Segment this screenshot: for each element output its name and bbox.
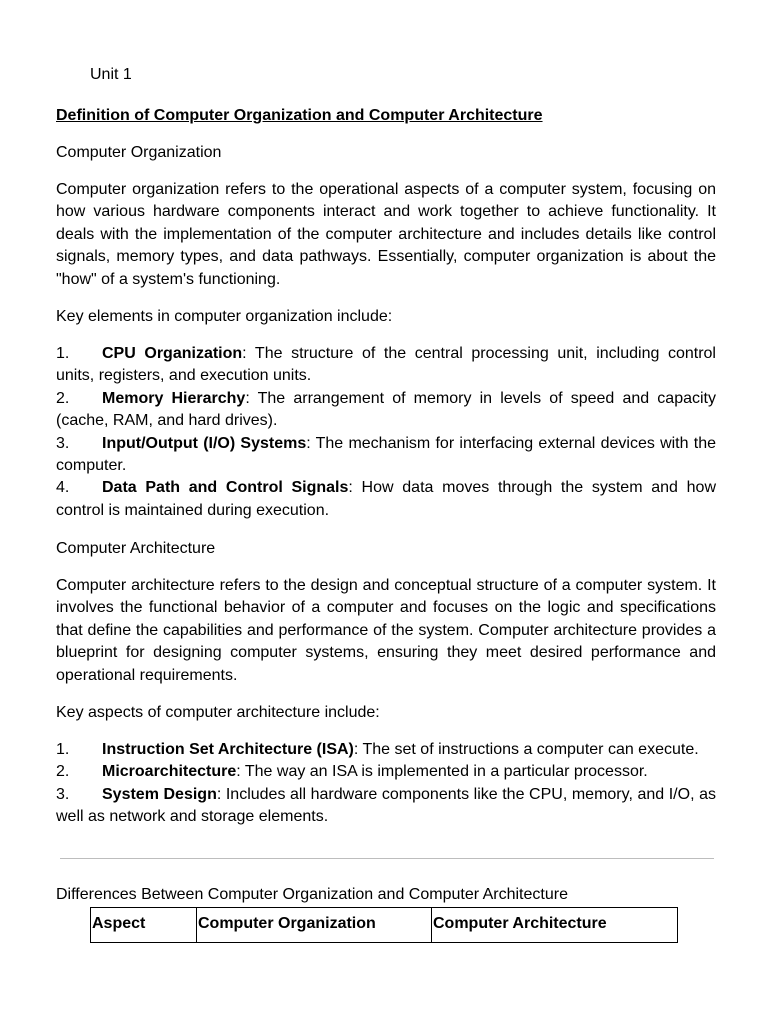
horizontal-divider [60,858,714,859]
list-item [56,433,716,478]
list-term: Input/Output (I/O) Systems [102,434,307,452]
list-item [56,761,716,783]
list-description: : The mechanism for interfacing external devices with the computer. [56,434,717,475]
table-header-aspect: Aspect [91,908,197,943]
differences-table [90,907,678,943]
list-term: System Design [102,785,217,803]
arch-key-intro: Key aspects of computer architecture include: [56,704,380,721]
list-description: : The arrangement of memory in levels of speed and capacity (cache, RAM, and hard drives). [56,389,716,430]
list-term: Instruction Set Architecture (ISA) [102,741,354,758]
org-heading: Computer Organization [56,144,222,161]
list-term: Memory Hierarchy [102,389,246,407]
arch-key-list [56,739,716,829]
list-item [56,739,716,761]
list-item [56,343,716,388]
org-key-intro: Key elements in computer organization include: [56,308,393,325]
list-term: CPU Organization [102,345,243,362]
table-header-row [91,908,678,943]
list-number: 2. [56,389,70,407]
list-description: : The way an ISA is implemented in a particular processor. [236,763,648,781]
unit-label: Unit 1 [90,66,132,83]
arch-paragraph: Computer architecture refers to the design and conceptual structure of a computer system. It involves the functional behavior of a computer and focuses on the logic and specifications that define the capabilities and performance of the system. Computer architecture provides a blueprint for designing computer systems, ensuring they meet desired performance and operational requirements. [56,577,716,684]
list-term: Microarchitecture [102,763,237,781]
list-number: 1. [56,741,70,758]
org-key-list [56,343,716,522]
org-paragraph: Computer organization refers to the operational aspects of a computer system, focusing on how various hardware components interact and work together to achieve functionality. It deals with the implementation of the computer architecture and includes details like control signals, memory types, and data pathways. Essentially, computer organization is about the "how" of a system's functioning. [56,181,716,288]
list-item [56,388,716,433]
list-number: 3. [56,785,70,803]
table-header-organization: Computer Organization [197,908,432,943]
list-description: : How data moves through the system and how control is maintained during execution. [56,479,716,519]
arch-heading: Computer Architecture [56,540,216,557]
list-number: 1. [56,345,70,362]
list-term: Data Path and Control Signals [102,479,349,497]
list-number: 2. [56,763,70,781]
table-header-architecture: Computer Architecture [432,908,678,943]
list-number: 3. [56,434,70,452]
list-description: : The set of instructions a computer can execute. [353,741,699,758]
differences-heading: Differences Between Computer Organization and Computer Architecture [56,886,568,903]
list-description: : The structure of the central processing unit, including control units, registers, and execution units. [56,345,716,385]
list-number: 4. [56,479,70,497]
list-item [56,784,716,829]
list-description: : Includes all hardware components like the CPU, memory, and I/O, as well as network and storage elements. [56,785,716,826]
list-item [56,477,716,522]
main-title: Definition of Computer Organization and Computer Architecture [56,107,543,124]
